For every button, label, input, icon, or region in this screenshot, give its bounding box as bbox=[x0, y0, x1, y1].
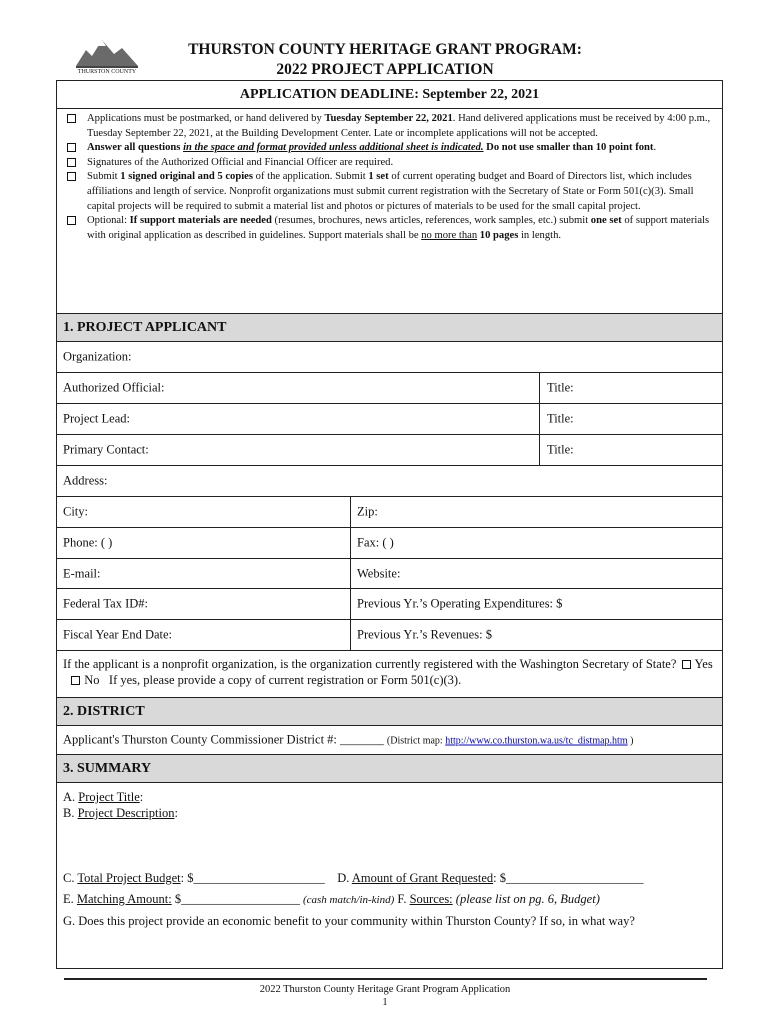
authorized-official-title-field[interactable]: Title: bbox=[547, 380, 574, 395]
deadline-banner: APPLICATION DEADLINE: September 22, 2021 bbox=[57, 81, 722, 109]
sources-field[interactable]: F. Sources: (please list on pg. 6, Budget) bbox=[397, 892, 600, 906]
tax-expenditures-row bbox=[57, 589, 722, 620]
checkbox-icon[interactable] bbox=[67, 216, 76, 225]
checkbox-icon[interactable] bbox=[67, 172, 76, 181]
county-logo bbox=[72, 36, 142, 80]
title-line-2: 2022 PROJECT APPLICATION bbox=[276, 61, 494, 78]
primary-contact-title-field[interactable]: Title: bbox=[547, 442, 574, 457]
phone-fax-row bbox=[57, 528, 722, 559]
project-title-field[interactable]: A. Project Title: bbox=[63, 790, 144, 804]
checkbox-icon[interactable] bbox=[67, 143, 76, 152]
previous-expenditures-field[interactable]: Previous Yr.’s Operating Expenditures: $ bbox=[357, 596, 563, 611]
application-form bbox=[56, 80, 723, 969]
no-checkbox[interactable] bbox=[71, 676, 80, 685]
primary-contact-field[interactable]: Primary Contact: bbox=[63, 442, 149, 457]
matching-sources-row bbox=[63, 892, 600, 907]
instruction-signatures: Signatures of the Authorized Official and Financial Officer are required. bbox=[65, 156, 712, 171]
grant-requested-field[interactable]: D. Amount of Grant Requested: $______________________ bbox=[337, 871, 644, 885]
zip-field[interactable]: Zip: bbox=[357, 504, 378, 519]
project-lead-title-field[interactable]: Title: bbox=[547, 411, 574, 426]
total-project-budget-field[interactable]: C. Total Project Budget: $_____________________ bbox=[63, 871, 325, 885]
instruction-submit-copies: Submit 1 signed original and 5 copies of the application. Submit 1 set of current operating budget and Board of Directors list, which includes affiliations and length of service. Nonprofit organizations must submit current registration with the Secretary of State or Form 501(c)(3). Small capital projects will be required to submit a material list and photos or pictures of materials to be used for the small capital project. bbox=[65, 170, 712, 214]
primary-contact-row bbox=[57, 435, 722, 466]
federal-tax-id-field[interactable]: Federal Tax ID#: bbox=[63, 596, 148, 611]
address-field[interactable]: Address: bbox=[57, 466, 722, 497]
instruction-optional-materials: Optional: If support materials are needed (resumes, brochures, news articles, references, work samples, etc.) submit one set of support materials with original application as described in guidelines. Support materials shall be no more than 10 pages in length. bbox=[65, 214, 712, 243]
city-zip-row bbox=[57, 497, 722, 528]
district-row: Applicant's Thurston County Commissioner District #: _______ (District map: http://www.co.thurston.wa.us/tc_distmap.htm ) bbox=[57, 726, 722, 755]
district-field[interactable]: Applicant's Thurston County Commissioner District #: _______ bbox=[63, 732, 387, 747]
email-website-row bbox=[57, 559, 722, 589]
instruction-answer-questions: Answer all questions in the space and format provided unless additional sheet is indicated. Do not use smaller than 10 point font. bbox=[65, 141, 712, 156]
footer-text: 2022 Thurston County Heritage Grant Program Application bbox=[259, 984, 511, 995]
authorized-official-field[interactable]: Authorized Official: bbox=[63, 380, 165, 395]
nonprofit-question: If the applicant is a nonprofit organization, is the organization currently registered with the Washington Secretary of bbox=[63, 657, 643, 671]
email-field[interactable]: E-mail: bbox=[63, 566, 101, 580]
organization-field[interactable]: Organization: bbox=[57, 342, 722, 373]
page-title bbox=[150, 40, 620, 80]
website-field[interactable]: Website: bbox=[357, 566, 401, 580]
project-lead-field[interactable]: Project Lead: bbox=[63, 411, 130, 426]
section-district: 2. DISTRICT bbox=[57, 698, 722, 726]
fax-field[interactable]: Fax: ( ) bbox=[357, 535, 394, 550]
city-field[interactable]: City: bbox=[63, 504, 89, 519]
footer-divider bbox=[64, 978, 707, 980]
economic-benefit-question[interactable]: G. Does this project provide an economic benefit to your community within Thurston County? If so, in what way? bbox=[63, 914, 635, 928]
phone-field[interactable]: Phone: ( ) bbox=[63, 535, 113, 550]
instruction-postmark: Applications must be postmarked, or hand delivered by Tuesday September 22, 2021. Hand delivered applications must be received by 4:00 p.m., Tuesday September 22, 2021, at the Building Development Center. Late or incomplete applications will not be accepted. bbox=[65, 112, 712, 141]
project-lead-row bbox=[57, 404, 722, 435]
checkbox-icon[interactable] bbox=[67, 158, 76, 167]
title-line-1: THURSTON COUNTY HERITAGE GRANT PROGRAM: bbox=[188, 41, 582, 58]
matching-amount-field[interactable]: E. Matching Amount: $___________________ (cash match/in-kind) bbox=[63, 892, 395, 906]
footer bbox=[150, 983, 620, 1009]
logo-text: THURSTON COUNTY bbox=[77, 69, 137, 75]
checkbox-icon[interactable] bbox=[67, 114, 76, 123]
authorized-official-row bbox=[57, 373, 722, 404]
district-map-link[interactable]: http://www.co.thurston.wa.us/tc_distmap.htm bbox=[445, 735, 628, 747]
section-project-applicant: 1. PROJECT APPLICANT bbox=[57, 313, 722, 342]
project-description-field[interactable]: B. Project Description: bbox=[63, 806, 178, 820]
instructions-list bbox=[57, 109, 722, 243]
budget-grant-row bbox=[63, 871, 644, 886]
nonprofit-question-row: If the applicant is a nonprofit organization, is the organization currently registered with the Washington Secretary of State? Yes No If yes, please provide a copy of current registration or Form 501(c)(3). bbox=[57, 651, 722, 698]
page-number: 1 bbox=[382, 997, 388, 1008]
fiscal-year-end-field[interactable]: Fiscal Year End Date: bbox=[63, 627, 173, 642]
section-summary: 3. SUMMARY bbox=[57, 755, 722, 783]
yes-checkbox[interactable] bbox=[682, 660, 691, 669]
fiscal-revenues-row bbox=[57, 620, 722, 651]
previous-revenues-field[interactable]: Previous Yr.’s Revenues: $ bbox=[357, 627, 492, 642]
